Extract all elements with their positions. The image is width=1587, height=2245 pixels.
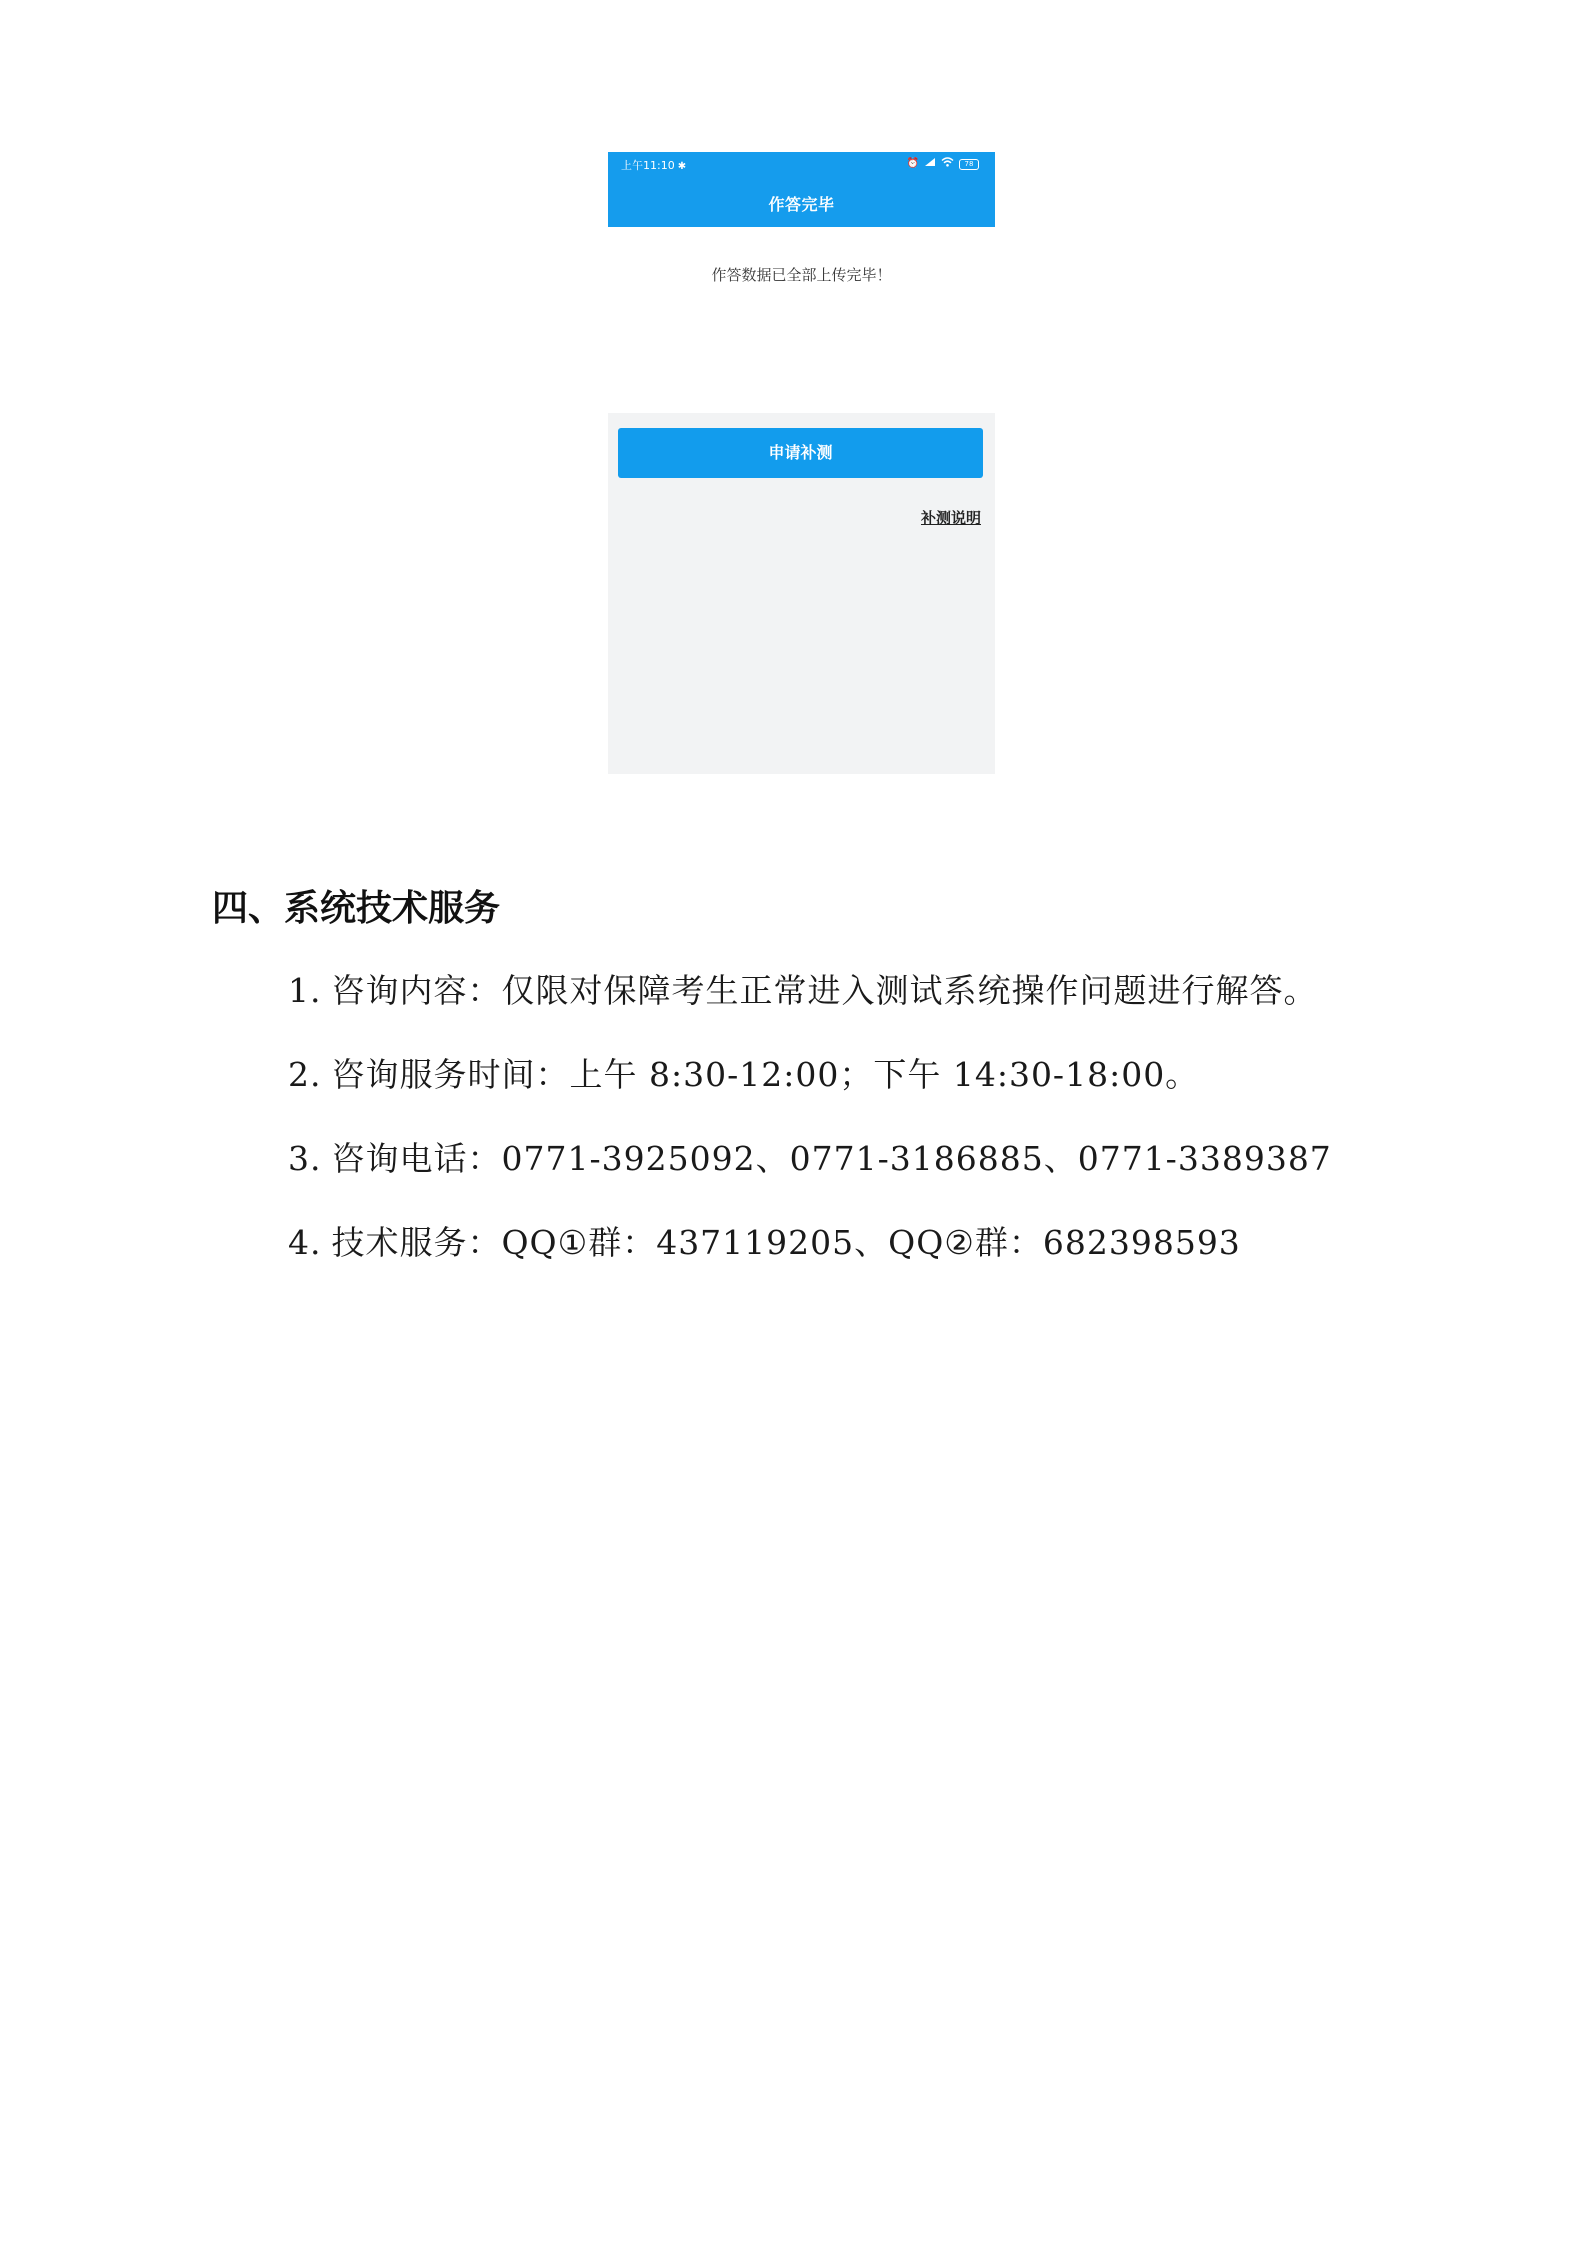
status-icons (907, 157, 979, 171)
list-item-text: 咨询电话：0771-3925092、0771-3186885、0771-3389387 (331, 1139, 1332, 1178)
list-item-text: 咨询内容：仅限对保障考生正常进入测试系统操作问题进行解答。 (331, 971, 1318, 1010)
phone-screenshot-completion (608, 152, 995, 296)
list-item (288, 1133, 1332, 1180)
list-item-number: 1. (288, 971, 322, 1010)
header-title: 作答完毕 (768, 195, 835, 214)
alarm-icon: ⏰ (906, 158, 919, 169)
upload-complete-message: 作答数据已全部上传完毕！ (711, 266, 892, 284)
retest-explanation-link[interactable]: 补测说明 (920, 509, 981, 527)
signal-icon (924, 157, 936, 171)
list-item-text: 技术服务：QQ①群：437119205、QQ②群：682398593 (331, 1223, 1241, 1262)
wifi-icon (941, 157, 954, 171)
apply-retest-button[interactable]: 申请补测 (618, 428, 983, 478)
battery-icon: 78 (959, 159, 979, 170)
bluetooth-icon: ✱ (677, 161, 687, 172)
section-heading: 四、系统技术服务 (212, 888, 501, 929)
status-time: 上午11:10 ✱ (621, 159, 687, 172)
list-item-number: 2. (288, 1055, 322, 1094)
status-bar (608, 152, 995, 174)
list-item-text: 咨询服务时间：上午 8:30-12:00；下午 14:30-18:00。 (331, 1055, 1200, 1094)
list-item-number: 3. (288, 1139, 322, 1178)
app-header (608, 152, 995, 227)
list-item (288, 1049, 1199, 1096)
list-item (288, 965, 1318, 1012)
list-item-number: 4. (288, 1223, 322, 1262)
list-item (288, 1217, 1241, 1264)
phone-screenshot-retest (608, 413, 995, 774)
